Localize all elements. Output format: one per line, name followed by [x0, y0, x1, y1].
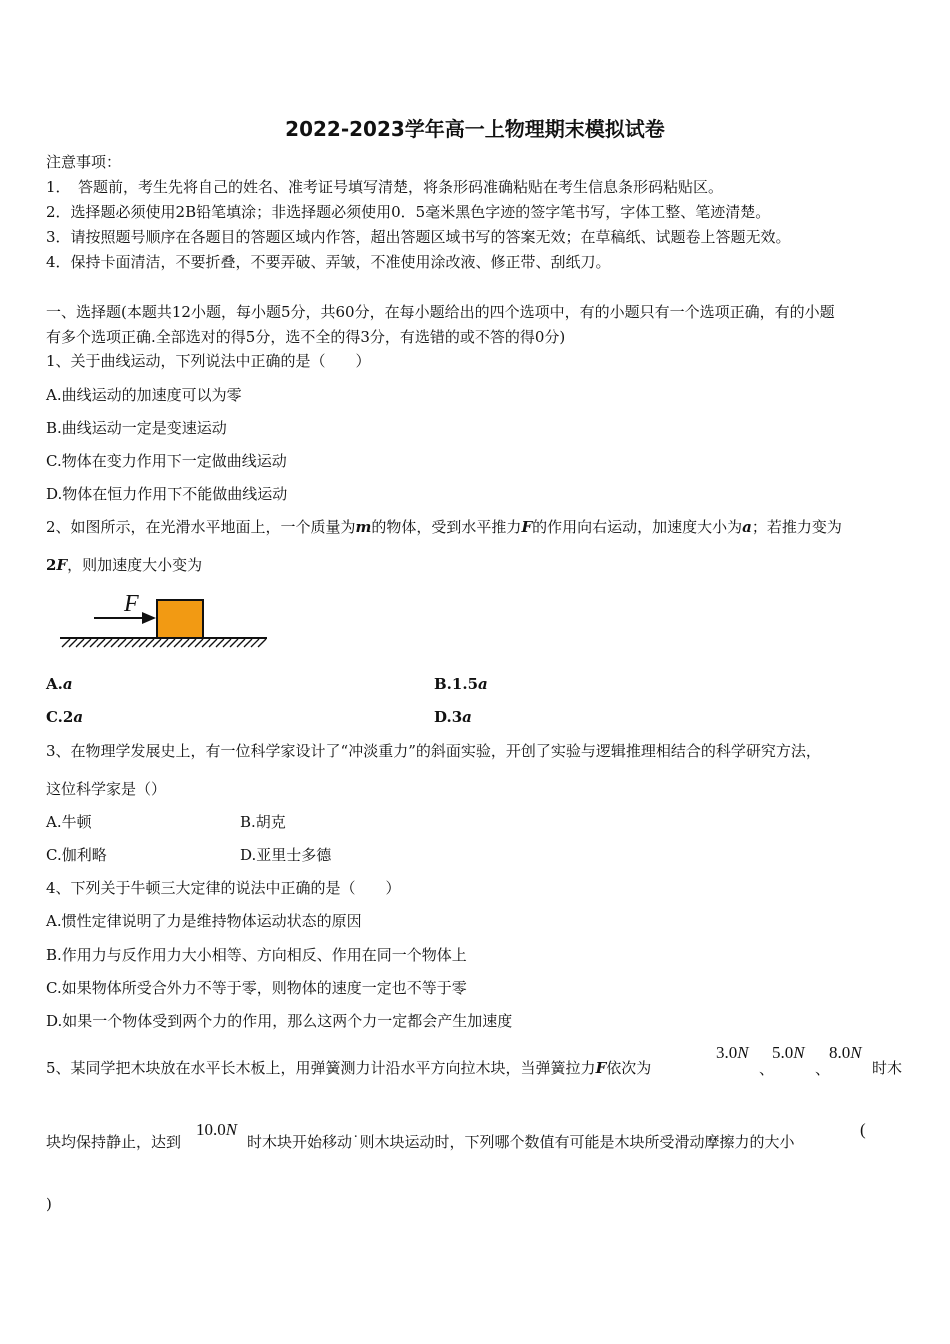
q3-option-b: B.胡克: [240, 813, 286, 831]
q2-option-d: D.3a: [434, 708, 472, 726]
notice-item-3: 3．请按照题号顺序在各题目的答题区域内作答，超出答题区域书写的答案无效；在草稿纸、试题卷上答题无效。: [46, 228, 791, 246]
q3-stem-line1: 3、在物理学发展史上，有一位科学家设计了“冲淡重力”的斜面实验，开创了实验与逻辑推理相结合的科学研究方法，: [46, 742, 821, 760]
q5-paren-open: (: [860, 1120, 866, 1139]
q4-option-c: C.如果物体所受合外力不等于零，则物体的速度一定也不等于零: [46, 979, 467, 997]
q5-sep-1: 、: [759, 1062, 775, 1078]
q5-line1-end: 时木: [872, 1059, 903, 1077]
notice-item-1: 1． 答题前，考生先将自己的姓名、准考证号填写清楚，将条形码准确粘贴在考生信息条形码粘贴区。: [46, 178, 724, 196]
q2-figure: [58, 590, 270, 652]
q2-stem-line1: 2、如图所示，在光滑水平地面上，一个质量为m的物体，受到水平推力F的作用向右运动，加速度大小为a；若推力变为: [46, 518, 842, 536]
q2-option-c: C.2a: [46, 708, 84, 726]
q4-option-b: B.作用力与反作用力大小相等、方向相反、作用在同一个物体上: [46, 946, 467, 964]
q3-option-c: C.伽利略: [46, 846, 107, 864]
q3-stem-line2: 这位科学家是（）: [46, 780, 167, 798]
q2-stem-line2: 2F，则加速度大小变为: [46, 556, 203, 574]
q5-stem-line1: 5、某同学把木块放在水平长木板上，用弹簧测力计沿水平方向拉木块，当弹簧拉力F依次为: [46, 1059, 652, 1077]
q1-option-c: C.物体在变力作用下一定做曲线运动: [46, 452, 287, 470]
notice-item-4: 4．保持卡面清洁，不要折叠，不要弄破、弄皱，不准使用涂改液、修正带、刮纸刀。: [46, 253, 611, 271]
q4-stem: 4、下列关于牛顿三大定律的说法中正确的是（ ）: [46, 879, 401, 897]
q5-force-3: 8.0N: [829, 1043, 862, 1062]
page-title: 2022-2023学年高一上物理期末模拟试卷: [285, 117, 665, 141]
q5-stem-line2-a: 块均保持静止，达到: [46, 1133, 182, 1151]
notice-heading: 注意事项：: [46, 153, 122, 171]
q5-paren-close: ): [46, 1195, 52, 1213]
force-label: F: [124, 591, 139, 617]
q1-option-b: B.曲线运动一定是变速运动: [46, 419, 227, 437]
ground-hatching: [62, 639, 266, 647]
q4-option-a: A.惯性定律说明了力是维持物体运动状态的原因: [46, 912, 362, 930]
q5-sep-2: 、: [815, 1062, 831, 1078]
q2-option-a: A.a: [46, 675, 73, 693]
q1-option-d: D.物体在恒力作用下不能做曲线运动: [46, 485, 288, 503]
q1-option-a: A.曲线运动的加速度可以为零: [46, 386, 242, 404]
section-heading-line1: 一、选择题(本题共12小题，每小题5分，共60分，在每小题给出的四个选项中，有的小题只有一个选项正确，有的小题: [46, 303, 835, 321]
force-arrowhead: [142, 612, 156, 624]
q5-force-4: 10.0N: [196, 1120, 238, 1139]
q5-stem-line2-b: 时木块开始移动˙则木块运动时，下列哪个数值有可能是木块所受滑动摩擦力的大小: [247, 1133, 795, 1151]
section-heading-line2: 有多个选项正确.全部选对的得5分，选不全的得3分，有选错的或不答的得0分): [46, 328, 566, 346]
q3-option-d: D.亚里士多德: [240, 846, 332, 864]
q2-option-b: B.1.5a: [434, 675, 488, 693]
notice-item-2: 2．选择题必须使用2B铅笔填涂；非选择题必须使用0．5毫米黑色字迹的签字笔书写，字体工整、笔迹清楚。: [46, 203, 771, 221]
q5-force-2: 5.0N: [772, 1043, 805, 1062]
q3-option-a: A.牛顿: [46, 813, 92, 831]
q4-option-d: D.如果一个物体受到两个力的作用，那么这两个力一定都会产生加速度: [46, 1012, 513, 1030]
q5-force-1: 3.0N: [716, 1043, 749, 1062]
block: [157, 600, 203, 638]
q1-stem: 1、关于曲线运动，下列说法中正确的是（ ）: [46, 352, 371, 370]
